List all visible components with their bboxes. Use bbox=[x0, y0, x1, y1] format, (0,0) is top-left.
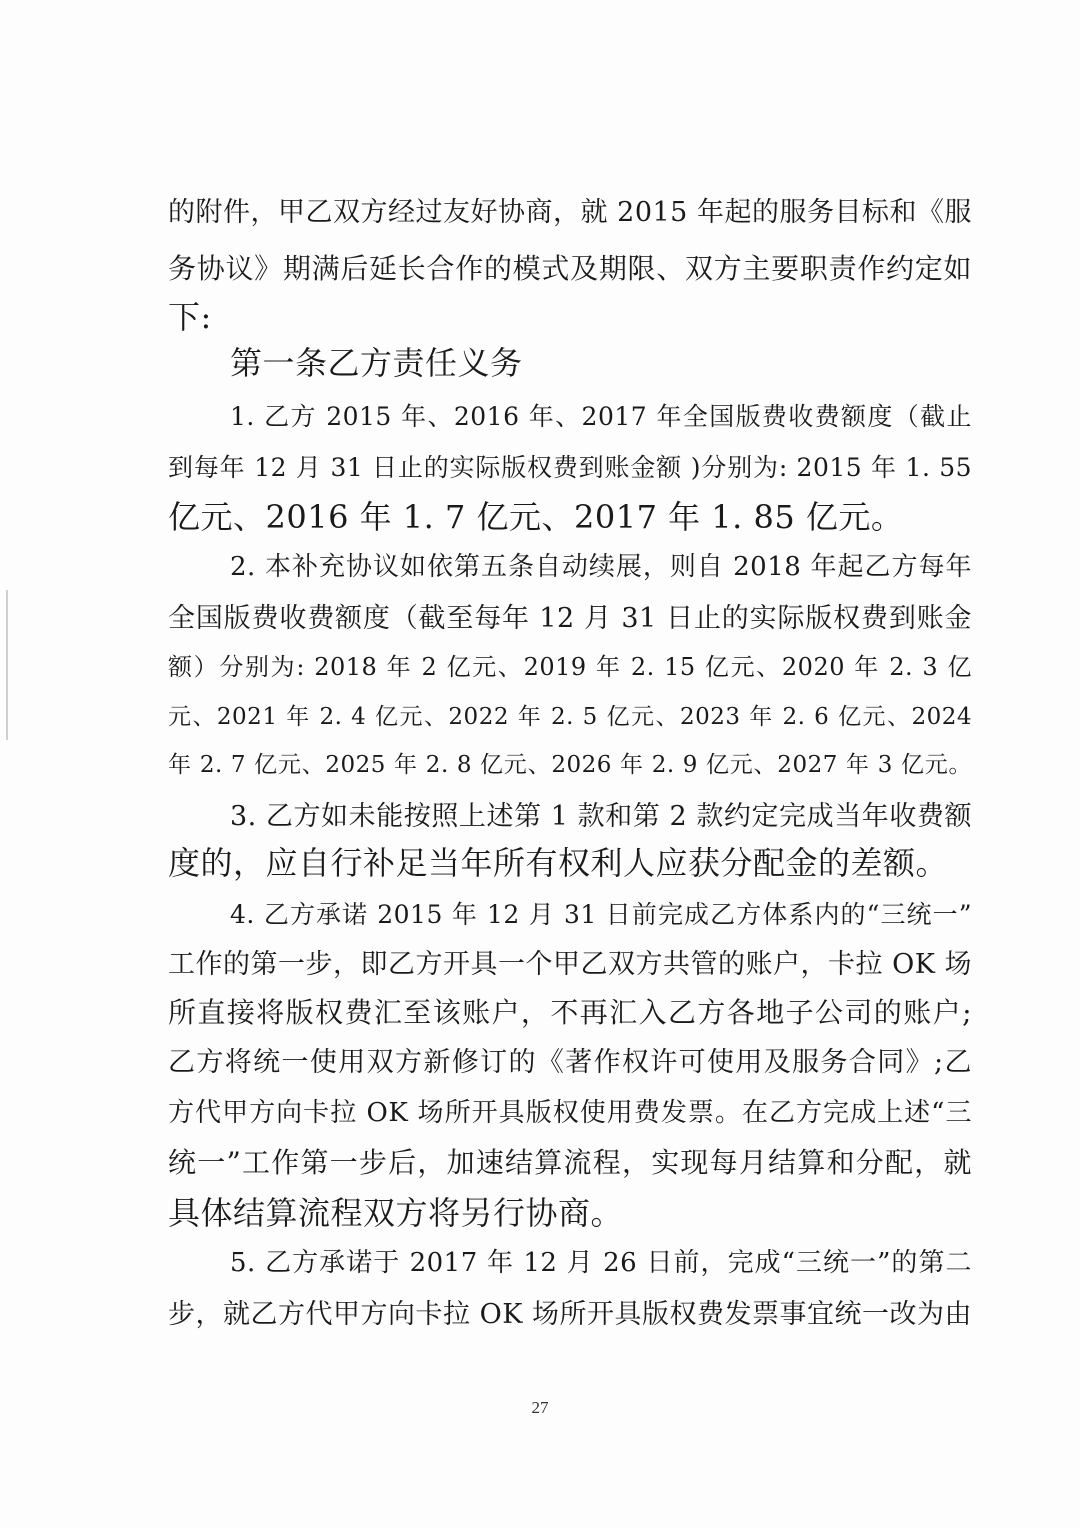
text-line: 下: bbox=[168, 298, 212, 336]
text-line: 亿元、2016 年 1. 7 亿元、2017 年 1. 85 亿元。 bbox=[168, 498, 904, 536]
text-line: 全国版费收费额度（截至每年 12 月 31 日止的实际版权费到账金 bbox=[168, 603, 972, 634]
text-line: 的附件，甲乙双方经过友好协商，就 2015 年起的服务目标和《服 bbox=[168, 197, 972, 228]
text-line: 额）分别为: 2018 年 2 亿元、2019 年 2. 15 亿元、2020 年 2. 3 亿 bbox=[168, 653, 972, 681]
text-line: 4. 乙方承诺 2015 年 12 月 31 日前完成乙方体系内的“三统一” bbox=[230, 900, 972, 929]
text-line: 务协议》期满后延长合作的模式及期限、双方主要职责作约定如 bbox=[168, 252, 972, 285]
text-line: 元、2021 年 2. 4 亿元、2022 年 2. 5 亿元、2023 年 2. 6 亿元、2024 bbox=[168, 704, 972, 730]
section-heading: 第一条乙方责任义务 bbox=[230, 344, 523, 382]
text-line: 方代甲方向卡拉 OK 场所开具版权使用费发票。在乙方完成上述“三 bbox=[168, 1098, 972, 1128]
text-line: 具体结算流程双方将另行协商。 bbox=[168, 1194, 624, 1232]
text-line: 5. 乙方承诺于 2017 年 12 月 26 日前，完成“三统一”的第二 bbox=[230, 1248, 972, 1278]
scan-edge-mark bbox=[6, 590, 8, 740]
text-line: 1. 乙方 2015 年、2016 年、2017 年全国版费收费额度（截止 bbox=[230, 402, 972, 431]
text-line: 度的，应自行补足当年所有权利人应获分配金的差额。 bbox=[168, 844, 949, 882]
text-line: 年 2. 7 亿元、2025 年 2. 8 亿元、2026 年 2. 9 亿元、2027 年 3 亿元。 bbox=[168, 752, 972, 778]
page-number: 27 bbox=[531, 1398, 549, 1417]
text-line: 统一”工作第一步后，加速结算流程，实现每月结算和分配，就 bbox=[168, 1146, 972, 1179]
text-line: 乙方将统一使用双方新修订的《著作权许可使用及服务合同》;乙 bbox=[168, 1047, 972, 1078]
text-line: 所直接将版权费汇至该账户，不再汇入乙方各地子公司的账户; bbox=[168, 996, 972, 1029]
text-line: 2. 本补充协议如依第五条自动续展，则自 2018 年起乙方每年 bbox=[230, 552, 972, 582]
text-line: 步，就乙方代甲方向卡拉 OK 场所开具版权费发票事宜统一改为由 bbox=[168, 1299, 972, 1330]
text-line: 工作的第一步，即乙方开具一个甲乙双方共管的账户，卡拉 OK 场 bbox=[168, 949, 972, 980]
text-line: 到每年 12 月 31 日止的实际版权费到账金额 )分别为: 2015 年 1. 55 bbox=[168, 453, 972, 482]
text-line: 3. 乙方如未能按照上述第 1 款和第 2 款约定完成当年收费额 bbox=[230, 801, 972, 832]
